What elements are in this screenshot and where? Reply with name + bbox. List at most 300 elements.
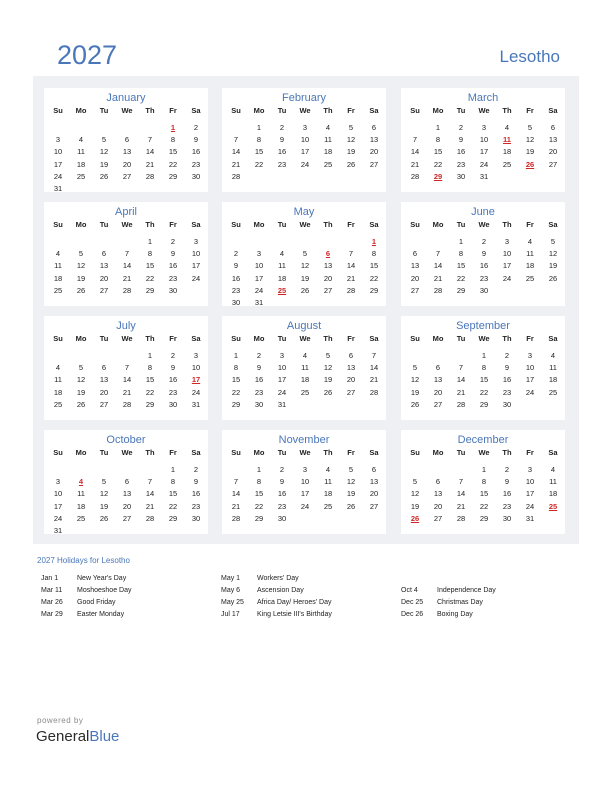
day-cell: 31 <box>53 184 63 193</box>
day-cell: 4 <box>550 465 556 474</box>
day-cell: 19 <box>410 387 420 397</box>
holiday-day-cell: 25 <box>548 501 558 511</box>
weekday-label: Th <box>502 448 512 457</box>
day-cell: 18 <box>277 273 287 283</box>
day-cell: 19 <box>525 147 535 157</box>
day-cell: 7 <box>147 135 153 145</box>
day-cell: 7 <box>348 249 354 259</box>
day-cell: 20 <box>122 159 132 169</box>
weekday-label: Mo <box>253 106 265 115</box>
day-cell: 21 <box>145 159 155 169</box>
day-cell: 29 <box>479 399 489 409</box>
day-cell: 4 <box>325 123 331 132</box>
day-cell: 13 <box>99 261 109 271</box>
day-cell: 2 <box>504 351 510 360</box>
day-cell: 8 <box>435 135 441 145</box>
day-cell: 30 <box>191 171 201 181</box>
month-august <box>222 316 386 420</box>
day-cell: 5 <box>527 123 533 132</box>
weekday-label: Th <box>323 334 333 343</box>
day-cell: 15 <box>231 375 241 385</box>
day-cell: 31 <box>53 526 63 535</box>
day-cell: 22 <box>254 501 264 511</box>
holiday-date: May 6 <box>221 587 241 594</box>
day-cell: 5 <box>412 363 418 373</box>
day-cell: 25 <box>323 159 333 169</box>
day-cell: 14 <box>145 489 155 499</box>
day-cell: 30 <box>168 285 178 295</box>
day-cell: 15 <box>254 147 264 157</box>
day-cell: 14 <box>122 375 132 385</box>
day-cell: 16 <box>168 261 178 271</box>
generalblue-logo <box>36 728 119 745</box>
day-cell: 22 <box>168 501 178 511</box>
day-cell: 8 <box>256 135 262 145</box>
weekday-label: Mo <box>75 334 87 343</box>
day-cell: 30 <box>456 171 466 181</box>
day-cell: 5 <box>78 363 84 373</box>
day-cell: 10 <box>191 363 201 373</box>
weekday-label: Su <box>231 334 241 343</box>
day-cell: 5 <box>550 237 556 246</box>
day-cell: 2 <box>458 123 464 132</box>
month-name: November <box>278 434 330 446</box>
month-may <box>222 202 386 306</box>
day-cell: 8 <box>256 477 262 487</box>
weekday-label: We <box>121 334 133 343</box>
weekday-label: Su <box>410 220 420 229</box>
holiday-day-cell: 29 <box>433 171 443 181</box>
day-cell: 9 <box>504 363 510 373</box>
powered-by-text: powered by <box>37 716 84 725</box>
day-cell: 15 <box>479 489 489 499</box>
day-cell: 6 <box>371 123 377 132</box>
day-cell: 7 <box>458 477 464 487</box>
month-name: July <box>116 320 136 332</box>
day-cell: 3 <box>256 249 262 259</box>
weekday-label: Su <box>410 106 420 115</box>
day-cell: 27 <box>122 171 132 181</box>
weekday-label: Tu <box>456 334 466 343</box>
holiday-name: Good Friday <box>77 599 116 606</box>
day-cell: 4 <box>78 135 84 145</box>
day-cell: 12 <box>525 135 535 145</box>
day-cell: 1 <box>256 465 262 474</box>
holiday-day-cell: 17 <box>191 375 201 385</box>
day-cell: 13 <box>323 261 333 271</box>
day-cell: 25 <box>53 285 63 295</box>
weekday-label: Th <box>323 220 333 229</box>
weekday-label: Su <box>410 448 420 457</box>
day-cell: 6 <box>348 351 354 360</box>
day-cell: 26 <box>346 159 356 169</box>
day-cell: 10 <box>525 363 535 373</box>
day-cell: 18 <box>323 489 333 499</box>
weekday-label: Fr <box>526 448 534 457</box>
weekday-label: Su <box>53 448 63 457</box>
calendar-year: 2027 <box>57 40 118 70</box>
day-cell: 28 <box>145 171 155 181</box>
weekday-label: Fr <box>347 106 355 115</box>
day-cell: 12 <box>99 489 109 499</box>
day-cell: 10 <box>479 135 489 145</box>
day-cell: 28 <box>346 285 356 295</box>
weekday-label: Su <box>410 334 420 343</box>
day-cell: 22 <box>433 159 443 169</box>
day-cell: 17 <box>479 147 489 157</box>
month-name: May <box>293 206 315 218</box>
day-cell: 2 <box>256 351 262 360</box>
day-cell: 28 <box>456 399 466 409</box>
day-cell: 23 <box>191 159 201 169</box>
day-cell: 7 <box>233 135 239 145</box>
weekday-label: Sa <box>548 220 558 229</box>
month-january <box>44 88 208 192</box>
day-cell: 15 <box>168 147 178 157</box>
day-cell: 20 <box>346 375 356 385</box>
weekday-label: Mo <box>432 220 444 229</box>
weekday-label: Sa <box>548 448 558 457</box>
day-cell: 30 <box>254 399 264 409</box>
day-cell: 25 <box>53 399 63 409</box>
day-cell: 3 <box>55 135 61 145</box>
day-cell: 9 <box>170 249 176 259</box>
day-cell: 16 <box>502 489 512 499</box>
day-cell: 21 <box>122 387 132 397</box>
day-cell: 13 <box>548 135 558 145</box>
day-cell: 10 <box>300 135 310 145</box>
day-cell: 8 <box>170 477 176 487</box>
day-cell: 19 <box>99 501 109 511</box>
holiday-name: Ascension Day <box>257 587 304 594</box>
weekday-label: Sa <box>191 106 201 115</box>
day-cell: 1 <box>147 237 153 246</box>
weekday-label: Sa <box>191 220 201 229</box>
holiday-date: Oct 4 <box>401 587 418 594</box>
day-cell: 3 <box>279 351 285 360</box>
day-cell: 20 <box>122 501 132 511</box>
day-cell: 15 <box>369 261 379 271</box>
day-cell: 13 <box>433 375 443 385</box>
day-cell: 26 <box>410 399 420 409</box>
day-cell: 17 <box>191 261 201 271</box>
day-cell: 23 <box>502 387 512 397</box>
day-cell: 27 <box>433 513 443 523</box>
day-cell: 9 <box>481 249 487 259</box>
day-cell: 6 <box>412 249 418 259</box>
day-cell: 15 <box>433 147 443 157</box>
day-cell: 15 <box>168 489 178 499</box>
day-cell: 12 <box>76 375 86 385</box>
day-cell: 21 <box>456 387 466 397</box>
holiday-name: Boxing Day <box>437 611 473 618</box>
day-cell: 4 <box>527 237 533 246</box>
day-cell: 27 <box>369 501 379 511</box>
day-cell: 11 <box>324 135 332 145</box>
month-february <box>222 88 386 192</box>
day-cell: 10 <box>191 249 201 259</box>
day-cell: 22 <box>369 273 379 283</box>
day-cell: 9 <box>233 261 239 271</box>
day-cell: 7 <box>124 363 130 373</box>
month-october <box>44 430 208 534</box>
day-cell: 11 <box>549 363 557 373</box>
day-cell: 20 <box>548 147 558 157</box>
month-name: February <box>281 92 327 104</box>
day-cell: 1 <box>458 237 464 246</box>
day-cell: 20 <box>99 387 109 397</box>
day-cell: 1 <box>256 123 262 132</box>
weekday-label: Mo <box>253 448 265 457</box>
day-cell: 15 <box>456 261 466 271</box>
holiday-date: Mar 11 <box>41 587 63 594</box>
weekday-label: Fr <box>347 334 355 343</box>
day-cell: 12 <box>323 363 333 373</box>
day-cell: 3 <box>527 465 533 474</box>
holiday-day-cell: 25 <box>277 285 287 295</box>
day-cell: 23 <box>502 501 512 511</box>
weekday-label: Sa <box>548 334 558 343</box>
day-cell: 8 <box>233 363 239 373</box>
weekday-label: Th <box>145 106 155 115</box>
weekday-label: We <box>478 448 490 457</box>
day-cell: 7 <box>371 351 377 360</box>
day-cell: 19 <box>76 387 86 397</box>
day-cell: 3 <box>193 237 199 246</box>
weekday-label: Mo <box>253 220 265 229</box>
holiday-date: Dec 26 <box>401 611 424 618</box>
day-cell: 1 <box>481 465 487 474</box>
day-cell: 24 <box>191 273 201 283</box>
day-cell: 1 <box>147 351 153 360</box>
day-cell: 4 <box>504 123 510 132</box>
holiday-day-cell: 1 <box>371 237 377 246</box>
day-cell: 9 <box>279 135 285 145</box>
month-september <box>401 316 565 420</box>
holiday-date: Mar 26 <box>41 599 63 606</box>
day-cell: 29 <box>168 171 178 181</box>
day-cell: 19 <box>76 273 86 283</box>
weekday-label: Sa <box>369 334 379 343</box>
day-cell: 11 <box>77 147 85 157</box>
holiday-day-cell: 6 <box>325 249 331 259</box>
day-cell: 23 <box>168 387 178 397</box>
day-cell: 19 <box>346 489 356 499</box>
weekday-label: Mo <box>75 448 87 457</box>
day-cell: 9 <box>458 135 464 145</box>
day-cell: 31 <box>254 298 264 307</box>
day-cell: 1 <box>481 351 487 360</box>
month-name: March <box>467 92 499 104</box>
day-cell: 2 <box>279 465 285 474</box>
day-cell: 3 <box>504 237 510 246</box>
day-cell: 17 <box>525 375 535 385</box>
day-cell: 16 <box>191 489 201 499</box>
month-march <box>401 88 565 192</box>
day-cell: 11 <box>301 363 309 373</box>
month-april <box>44 202 208 306</box>
weekday-label: Th <box>145 448 155 457</box>
day-cell: 20 <box>323 273 333 283</box>
weekday-label: Fr <box>526 334 534 343</box>
day-cell: 21 <box>369 375 379 385</box>
day-cell: 14 <box>122 261 132 271</box>
day-cell: 29 <box>145 285 155 295</box>
day-cell: 22 <box>231 387 241 397</box>
day-cell: 6 <box>435 363 441 373</box>
weekday-label: Fr <box>526 106 534 115</box>
day-cell: 18 <box>53 273 63 283</box>
weekday-label: Su <box>53 334 63 343</box>
day-cell: 10 <box>502 249 512 259</box>
weekday-label: We <box>121 220 133 229</box>
day-cell: 14 <box>346 261 356 271</box>
day-cell: 1 <box>170 465 176 474</box>
weekday-label: Tu <box>277 220 287 229</box>
day-cell: 12 <box>410 489 420 499</box>
day-cell: 14 <box>369 363 379 373</box>
day-cell: 4 <box>279 249 285 259</box>
day-cell: 19 <box>410 501 420 511</box>
day-cell: 28 <box>122 399 132 409</box>
weekday-label: We <box>478 106 490 115</box>
holiday-name: Workers' Day <box>257 575 299 582</box>
day-cell: 21 <box>410 159 420 169</box>
holiday-name: New Year's Day <box>77 575 127 582</box>
holidays-title: 2027 Holidays for Lesotho <box>37 556 130 565</box>
day-cell: 22 <box>479 501 489 511</box>
day-cell: 2 <box>233 249 239 259</box>
day-cell: 6 <box>124 135 130 145</box>
weekday-label: Th <box>323 106 333 115</box>
weekday-label: We <box>478 334 490 343</box>
day-cell: 26 <box>346 501 356 511</box>
day-cell: 3 <box>527 351 533 360</box>
day-cell: 23 <box>277 159 287 169</box>
day-cell: 16 <box>479 261 489 271</box>
day-cell: 13 <box>369 135 379 145</box>
day-cell: 17 <box>254 273 264 283</box>
day-cell: 12 <box>76 261 86 271</box>
day-cell: 4 <box>55 363 61 373</box>
day-cell: 10 <box>525 477 535 487</box>
weekday-label: Mo <box>75 106 87 115</box>
day-cell: 17 <box>53 501 63 511</box>
day-cell: 11 <box>54 375 62 385</box>
day-cell: 24 <box>525 501 535 511</box>
day-cell: 11 <box>324 477 332 487</box>
day-cell: 5 <box>412 477 418 487</box>
weekday-label: Tu <box>456 448 466 457</box>
day-cell: 4 <box>302 351 308 360</box>
day-cell: 17 <box>502 261 512 271</box>
holiday-name: Africa Day/ Heroes' Day <box>257 599 332 606</box>
day-cell: 17 <box>53 159 63 169</box>
weekday-label: Th <box>502 106 512 115</box>
day-cell: 29 <box>145 399 155 409</box>
weekday-label: Fr <box>169 334 177 343</box>
day-cell: 6 <box>371 465 377 474</box>
weekday-label: Tu <box>456 106 466 115</box>
weekday-label: Sa <box>548 106 558 115</box>
day-cell: 3 <box>55 477 61 487</box>
day-cell: 27 <box>548 159 558 169</box>
day-cell: 22 <box>456 273 466 283</box>
day-cell: 30 <box>479 285 489 295</box>
day-cell: 24 <box>479 159 489 169</box>
day-cell: 26 <box>99 513 109 523</box>
day-cell: 8 <box>147 363 153 373</box>
day-cell: 25 <box>300 387 310 397</box>
weekday-label: Tu <box>277 106 287 115</box>
day-cell: 6 <box>550 123 556 132</box>
weekday-label: Mo <box>432 106 444 115</box>
day-cell: 25 <box>502 159 512 169</box>
day-cell: 14 <box>231 147 241 157</box>
day-cell: 26 <box>99 171 109 181</box>
day-cell: 8 <box>481 363 487 373</box>
day-cell: 24 <box>300 159 310 169</box>
day-cell: 9 <box>193 135 199 145</box>
day-cell: 16 <box>456 147 466 157</box>
day-cell: 27 <box>433 399 443 409</box>
day-cell: 24 <box>254 285 264 295</box>
day-cell: 8 <box>170 135 176 145</box>
holiday-date: Jan 1 <box>41 575 59 582</box>
holiday-day-cell: 26 <box>410 513 420 523</box>
day-cell: 2 <box>193 465 199 474</box>
holiday-name: Christmas Day <box>437 599 483 606</box>
day-cell: 18 <box>76 501 86 511</box>
holiday-date: May 25 <box>221 599 244 606</box>
holiday-date: May 1 <box>221 575 241 582</box>
day-cell: 27 <box>323 285 333 295</box>
day-cell: 6 <box>124 477 130 487</box>
day-cell: 11 <box>77 489 85 499</box>
day-cell: 16 <box>168 375 178 385</box>
day-cell: 18 <box>323 147 333 157</box>
day-cell: 28 <box>456 513 466 523</box>
day-cell: 13 <box>346 363 356 373</box>
day-cell: 30 <box>168 399 178 409</box>
holiday-date: Jul 17 <box>221 611 240 618</box>
weekday-label: Fr <box>347 220 355 229</box>
day-cell: 16 <box>502 375 512 385</box>
day-cell: 28 <box>369 387 379 397</box>
day-cell: 8 <box>458 249 464 259</box>
day-cell: 27 <box>99 285 109 295</box>
day-cell: 14 <box>410 147 420 157</box>
day-cell: 15 <box>254 489 264 499</box>
day-cell: 12 <box>346 135 356 145</box>
day-cell: 23 <box>456 159 466 169</box>
day-cell: 23 <box>479 273 489 283</box>
day-cell: 16 <box>277 489 287 499</box>
day-cell: 6 <box>101 363 107 373</box>
day-cell: 13 <box>410 261 420 271</box>
day-cell: 9 <box>193 477 199 487</box>
day-cell: 16 <box>277 147 287 157</box>
day-cell: 5 <box>101 135 107 145</box>
day-cell: 6 <box>435 477 441 487</box>
day-cell: 12 <box>410 375 420 385</box>
day-cell: 1 <box>233 351 239 360</box>
day-cell: 18 <box>525 261 535 271</box>
weekday-label: Tu <box>99 106 109 115</box>
day-cell: 2 <box>193 123 199 132</box>
weekday-label: We <box>299 448 311 457</box>
day-cell: 18 <box>548 489 558 499</box>
